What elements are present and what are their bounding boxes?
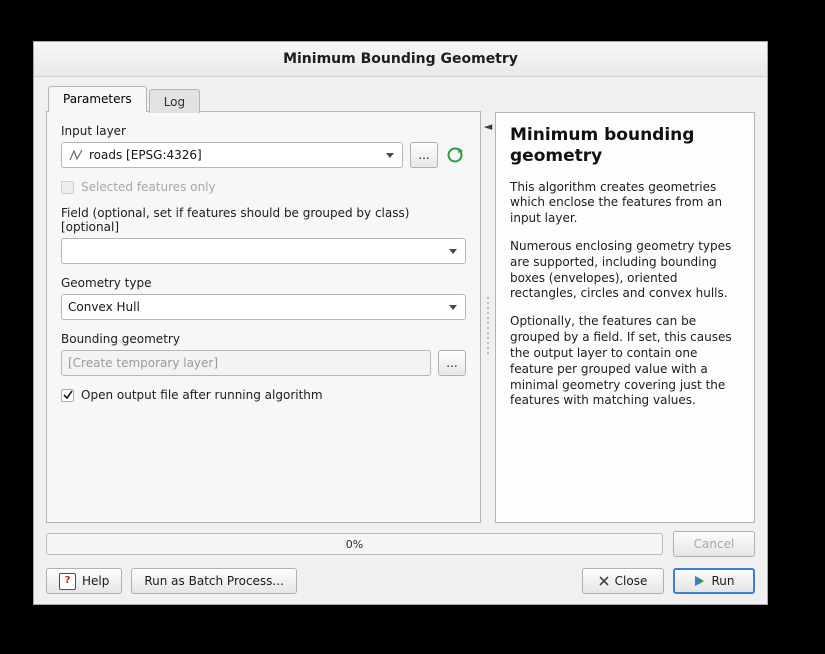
open-output-row[interactable] (61, 388, 466, 402)
field-row (61, 238, 466, 264)
footer-buttons (46, 568, 755, 594)
help-title: Minimum bounding geometry (510, 125, 695, 167)
bounding-geometry-browse-button[interactable]: ... (438, 350, 466, 376)
help-paragraph-1: This algorithm creates geometries which enclose the features from an input layer. (510, 179, 723, 226)
input-layer-value: roads [EPSG:4326] (89, 148, 202, 162)
run-button[interactable] (673, 568, 755, 594)
collapse-left-icon[interactable]: ◄ (483, 120, 493, 133)
cancel-button[interactable]: Cancel (673, 531, 755, 557)
progress-bar (46, 533, 663, 555)
input-layer-combo[interactable] (61, 142, 403, 168)
field-combo[interactable] (61, 238, 466, 264)
close-icon (599, 576, 609, 586)
dialog-titlebar (34, 42, 767, 77)
progress-row (46, 531, 755, 557)
close-button-label: Close (614, 574, 648, 588)
tab-log[interactable]: Log (149, 89, 200, 113)
vector-layer-icon (68, 148, 84, 162)
run-icon (693, 575, 705, 587)
run-as-batch-button[interactable]: Run as Batch Process... (131, 568, 297, 594)
splitter-grip[interactable] (487, 297, 489, 357)
check-icon (63, 390, 73, 400)
geometry-type-label: Geometry type (61, 276, 152, 290)
geometry-type-row (61, 294, 466, 320)
geometry-type-combo[interactable] (61, 294, 466, 320)
help-paragraph-3: Optionally, the features can be grouped by a field. If set, this causes the output layer to contain one feature per grouped value with a minimal geometry covering just the features with matching values. (510, 314, 732, 408)
tab-bar (48, 87, 481, 112)
run-button-label: Run (711, 574, 735, 588)
dialog-footer (34, 523, 767, 604)
selected-features-only-label: Selected features only (81, 180, 216, 194)
close-button[interactable] (582, 568, 664, 594)
open-output-checkbox[interactable] (61, 389, 74, 402)
input-layer-label: Input layer (61, 124, 126, 138)
minimum-bounding-geometry-dialog (33, 41, 768, 605)
bounding-geometry-row (61, 350, 466, 376)
field-label: Field (optional, set if features should be grouped by class) [optional] (61, 206, 410, 234)
open-output-label: Open output file after running algorithm (81, 388, 323, 402)
panel-splitter[interactable] (481, 87, 495, 523)
left-pane (46, 87, 481, 523)
help-button[interactable] (46, 568, 122, 594)
selected-features-only-row[interactable] (61, 180, 466, 194)
dialog-title: Minimum Bounding Geometry (283, 51, 518, 67)
bounding-geometry-label: Bounding geometry (61, 332, 180, 346)
dialog-body (34, 77, 767, 523)
chevron-down-icon (449, 305, 457, 310)
tab-parameters[interactable]: Parameters (48, 86, 147, 112)
geometry-type-value: Convex Hull (68, 300, 140, 314)
help-icon: ? (59, 573, 76, 590)
input-layer-browse-button[interactable]: ... (410, 142, 438, 168)
help-paragraph-2: Numerous enclosing geometry types are supported, including bounding boxes (envelopes), oriented rectangles, circles and convex hulls. (510, 238, 732, 301)
selected-features-only-checkbox[interactable] (61, 181, 74, 194)
help-button-label: Help (82, 574, 110, 588)
chevron-down-icon (449, 249, 457, 254)
input-layer-row (61, 142, 466, 168)
parameters-panel (46, 111, 481, 523)
chevron-down-icon (386, 153, 394, 158)
progress-text: 0% (345, 537, 364, 551)
help-panel (495, 112, 755, 523)
iterate-icon[interactable] (444, 144, 466, 166)
bounding-geometry-input[interactable]: [Create temporary layer] (61, 350, 431, 376)
